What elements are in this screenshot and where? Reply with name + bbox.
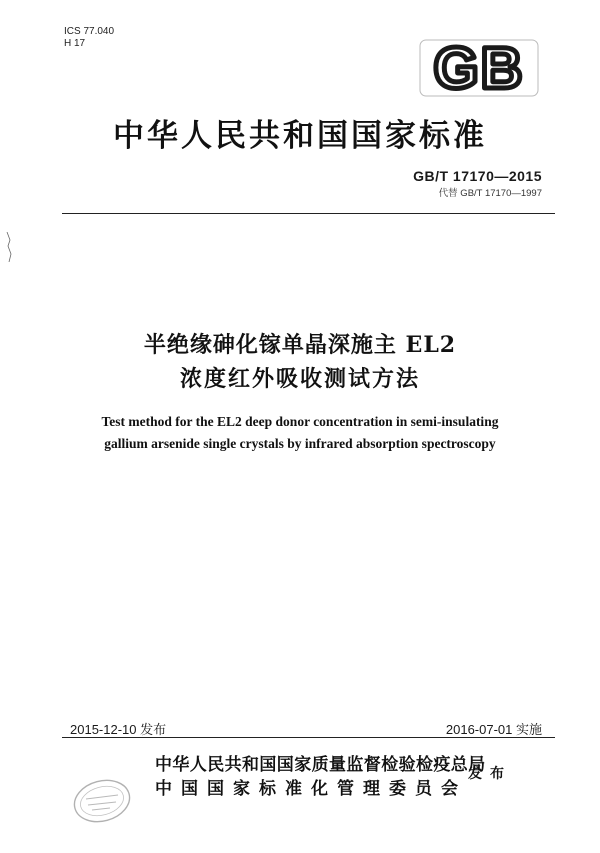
publish-label: 发布 (468, 766, 512, 782)
issue-date: 2015-12-10 发布 (70, 722, 167, 737)
issuing-authority-1: 中华人民共和国国家质量监督检验检疫总局 (155, 755, 486, 775)
header-divider (62, 213, 555, 214)
footer-divider (62, 737, 555, 738)
standard-number: GB/T 17170—2015 (413, 168, 542, 184)
english-title-line-2: gallium arsenide single crystals by infrared absorption spectroscopy (104, 436, 496, 451)
chinese-title-line-1: 半绝缘砷化镓单晶深施主 EL2 (143, 332, 457, 358)
gb-logo-text: GB (433, 38, 525, 98)
national-standard-heading: 中华人民共和国国家标准 (113, 118, 487, 154)
implementation-date: 2016-07-01 实施 (445, 722, 542, 737)
replaces-standard: 代替 GB/T 17170—1997 (438, 188, 542, 199)
ccs-code: H 17 (64, 38, 86, 49)
english-title-line-1: Test method for the EL2 deep donor concentration in semi-insulating (101, 414, 499, 429)
chinese-title-line-2: 浓度红外吸收测试方法 (179, 366, 420, 392)
ics-code: ICS 77.040 (64, 26, 115, 37)
issuing-authority-2: 中国国家标准化管理委员会 (155, 779, 467, 799)
seal-stamp (70, 775, 134, 827)
gb-logo (418, 38, 540, 98)
scan-mark (5, 232, 13, 262)
classification-codes (64, 26, 114, 50)
standard-number-block (413, 168, 542, 199)
